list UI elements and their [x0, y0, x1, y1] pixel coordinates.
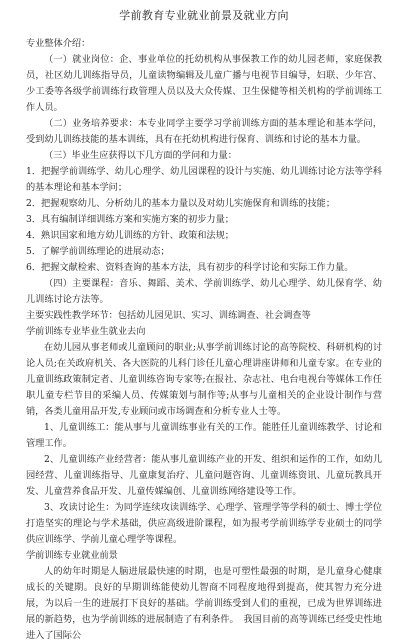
- paragraph-abilities-heading: （三）毕业生应获得以下几方面的学问和力量：: [44, 150, 237, 161]
- paragraph-practice: 主要实践性教学环节：包括幼儿园见识、实习、训练调查、社会调查等: [26, 310, 311, 321]
- list-item-1: 1．把握学前训练学、幼儿心理学、幼儿园课程的设计与实施、幼儿训练讨论方法等学科的基本理论和基本学问；: [26, 166, 382, 193]
- career-item-3: 3、攻读讨论生：为同学连续攻读训练学、心理学、管理学等学科的硕士、博士学位打造坚实的理论与学术基础，供应高级进阶课程，如为报考学前训练学专业硕士的同学供应训练学、学前儿童心理学等课程。: [26, 502, 382, 545]
- section-heading-overview: 专业整体介绍：: [26, 38, 91, 49]
- paragraph-prospects: 人的幼年时期是人脑进展最快速的时期，也是可塑性最强的时期，是儿童身心健康成长的关键期。良好的早期训练能使幼儿智商不同程度地得到提高，使其智力充分进展，为以后一生的进展打下良好的基础。学前训练受到人们的重视，已成为世界训练进展的新趋势，也为学前训练的进展制造了有利条件。 我国目前的高等训练已经受史性地进入了国际公: [26, 566, 382, 641]
- paragraph-courses: （四）主要课程：音乐、舞蹈、美术、学前训练学、幼儿心理学、幼儿保育学、幼儿训练讨论方法等。: [26, 278, 382, 305]
- list-item-6: 6．把握文献检索、资料查询的基本方法，具有初步的科学讨论和实际工作力量。: [26, 262, 354, 273]
- list-item-2: 2．把握观察幼儿、分析幼儿的基本力量以及对幼儿实施保育和训练的技能；: [26, 198, 336, 209]
- list-item-4: 4．熟识国家和地方幼儿训练的方针、政策和法规；: [26, 230, 234, 241]
- section-heading-career: 学前训练专业毕业生就业去向: [26, 326, 146, 337]
- career-item-1: 1、儿童训练工：能从事与儿童训练事业有关的工作。能胜任儿童训练教学、讨论和管理工作。: [26, 422, 382, 449]
- paragraph-jobs: （一）就业岗位：企、事业单位的托幼机构从事保教工作的幼儿园老师，家庭保教员，社区幼儿训练指导员，儿童读物编辑及儿童广播与电视节目编导，妇联、少年宫、少工委等各级学前训练行政管理人员以及大众传媒、卫生保健等相关机构的学前训练工作人员。: [26, 54, 382, 113]
- list-item-3: 3．具有编制详细训练方案和实施方案的初步力量；: [26, 214, 234, 225]
- list-item-5: 5．了解学前训练理论的进展动态；: [26, 246, 170, 257]
- section-heading-prospects: 学前训练专业就业前景: [26, 550, 118, 561]
- page-title: 学前教育专业就业前景及就业方向: [119, 9, 289, 22]
- career-item-2: 2、儿童训练产业经营者：能从事儿童训练产业的开发、组织和运作的工作，如幼儿园经营、儿童训练指导、儿童康复治疗、儿童问题咨询、儿童训练资讯、儿童玩教具开发、儿童营养食品开发、儿童传媒编创、儿童训练网络建设等工作。: [26, 454, 382, 497]
- paragraph-requirements: （二）业务培养要求：本专业同学主要学习学前训练方面的基本理论和基本学问，受到幼儿训练技能的基本训练，具有在托幼机构进行保育、训练和讨论的基本力量。: [26, 118, 382, 145]
- paragraph-career: 在幼儿园从事老师或儿童顾问的职业;从事学前训练讨论的高等院校、科研机构的讨论人员;在关政府机关、各大医院的儿科门诊任儿童心理讲座讲师和儿童专家。在专业的儿童训练政策制定者、儿童训练咨询专家等;在报社、杂志社、电台电视台等媒体工作任职儿童专栏节目的采编人员、传媒策划与制作等;从事与儿童相关的企业设计制作与营销，各类儿童用品开发,专业顾问或市场调查和分析专业人士等。: [26, 342, 382, 417]
